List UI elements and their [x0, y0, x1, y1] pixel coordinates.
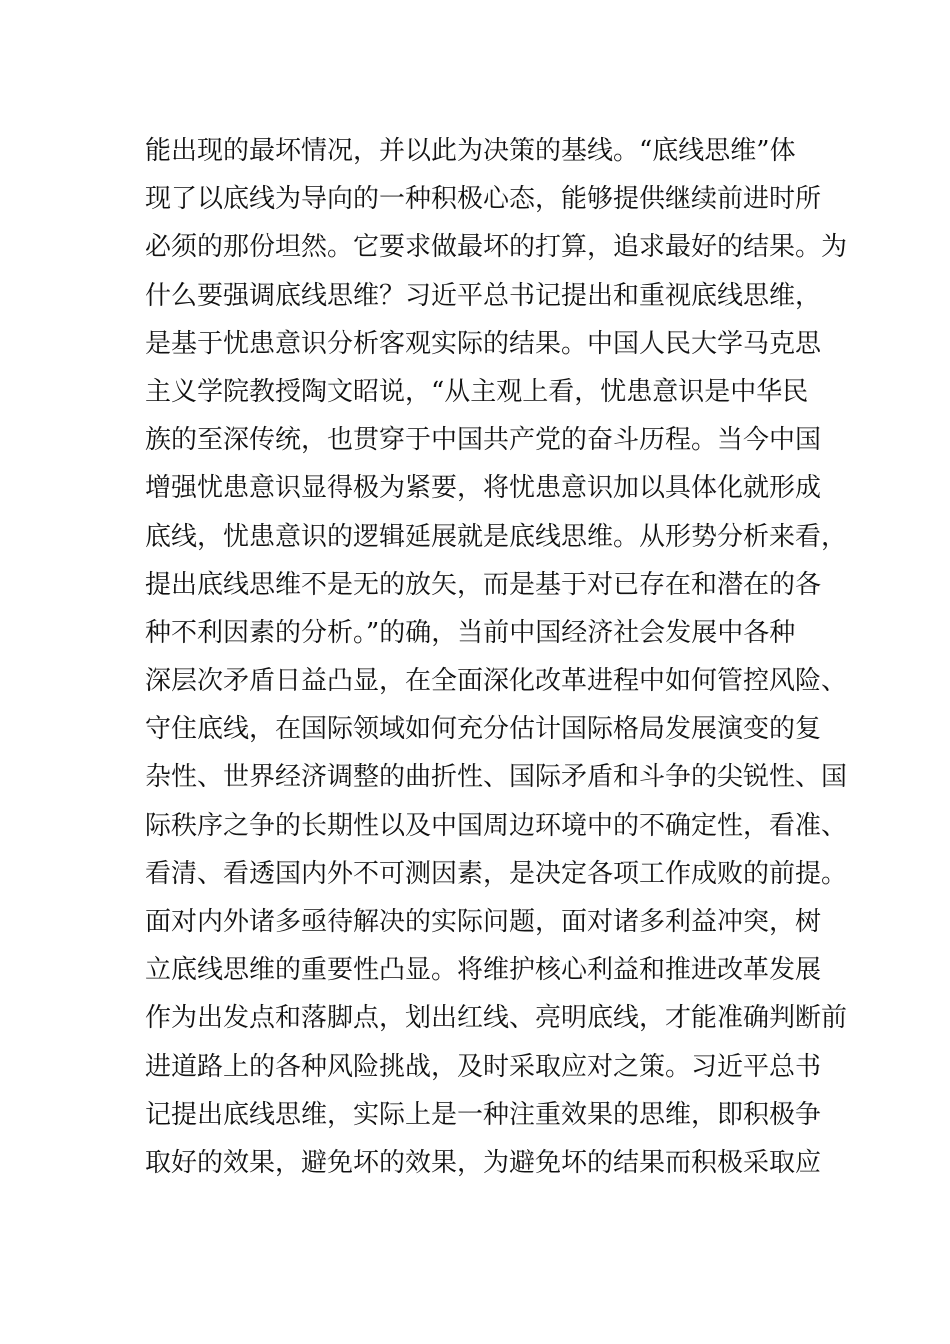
text-line: 面对内外诸多亟待解决的实际问题，面对诸多利益冲突，树	[145, 907, 822, 937]
text-line: 现了以底线为导向的一种积极心态，能够提供继续前进时所	[145, 184, 822, 215]
text-line: 族的至深传统，也贯穿于中国共产党的奋斗历程。当今中国	[145, 425, 822, 456]
text-line: 看清、看透国内外不可测因素，是决定各项工作成败的前提。	[145, 858, 848, 889]
text-line: 记提出底线思维，实际上是一种注重效果的思维，即积极争	[145, 1099, 822, 1130]
text-line: 提出底线思维不是无的放矢，而是基于对已存在和潜在的各	[145, 569, 822, 600]
text-line: 际秩序之争的长期性以及中国周边环境中的不确定性，看准、	[145, 810, 848, 841]
text-line: 杂性、世界经济调整的曲折性、国际矛盾和斗争的尖锐性、国	[145, 762, 848, 793]
text-line: 进道路上的各种风险挑战，及时采取应对之策。习近平总书	[145, 1051, 822, 1082]
text-line: 立底线思维的重要性凸显。将维护核心利益和推进改革发展	[145, 955, 822, 986]
text-line: 主义学院教授陶文昭说，“从主观上看，忧患意识是中华民	[145, 376, 809, 407]
text-line: 增强忧患意识显得极为紧要，将忧患意识加以具体化就形成	[145, 473, 822, 504]
text-line: 必须的那份坦然。它要求做最坏的打算，追求最好的结果。为	[145, 232, 848, 263]
text-line: 守住底线，在国际领域如何充分估计国际格局发展演变的复	[145, 714, 822, 745]
text-line: 深层次矛盾日益凸显，在全面深化改革进程中如何管控风险、	[145, 666, 848, 697]
text-line: 能出现的最坏情况，并以此为决策的基线。“底线思维”体	[145, 136, 796, 166]
text-line: 作为出发点和落脚点，划出红线、亮明底线，才能准确判断前	[145, 1003, 848, 1034]
text-line: 底线，忧患意识的逻辑延展就是底线思维。从形势分析来看，	[145, 521, 848, 552]
body-paragraph	[145, 127, 848, 1187]
text-line: 种不利因素的分析。”的确，当前中国经济社会发展中各种	[145, 617, 796, 648]
text-line: 什么要强调底线思维？习近平总书记提出和重视底线思维，	[145, 280, 822, 311]
text-line: 是基于忧患意识分析客观实际的结果。中国人民大学马克思	[145, 328, 822, 359]
text-line: 取好的效果，避免坏的效果，为避免坏的结果而积极采取应	[145, 1147, 822, 1178]
